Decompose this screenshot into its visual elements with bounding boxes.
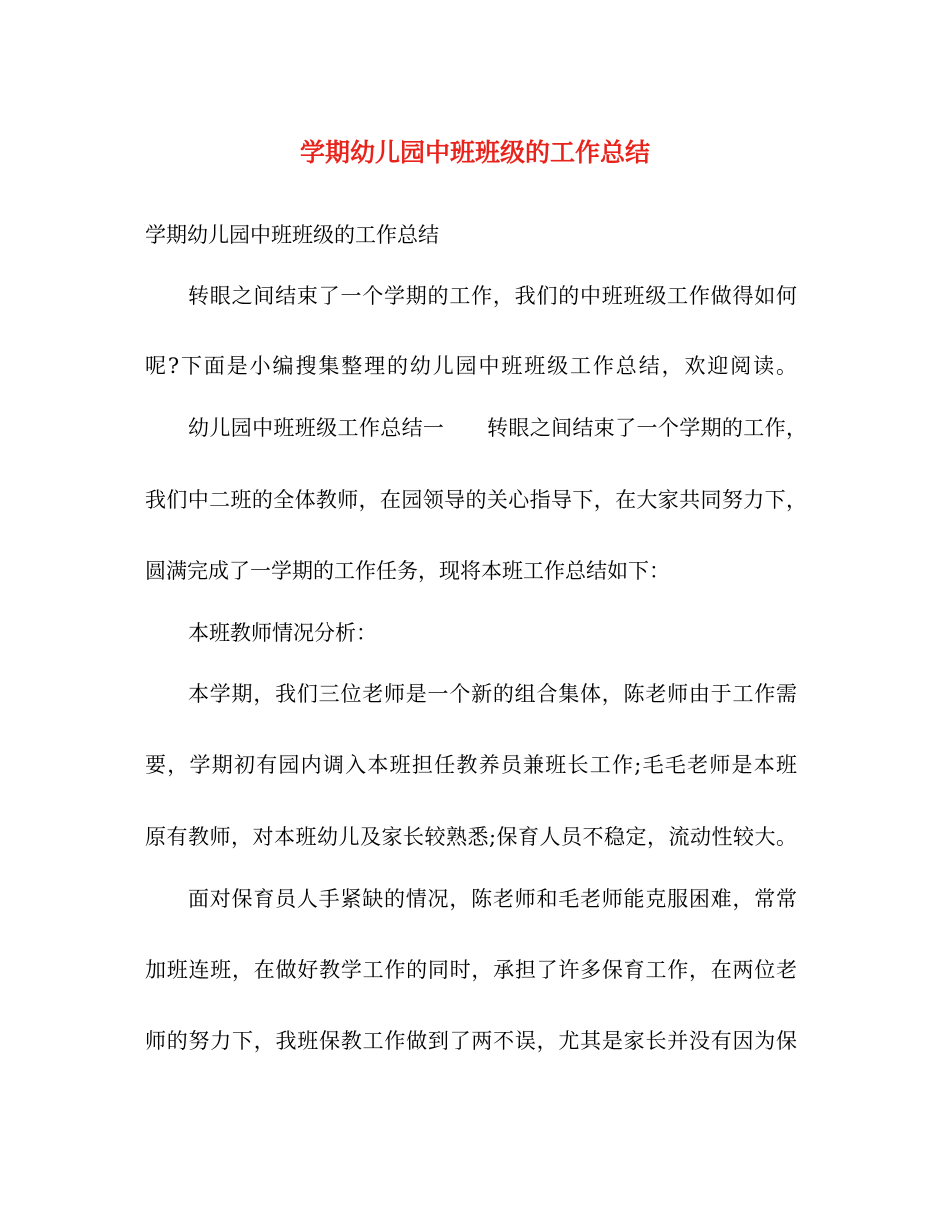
paragraph-line: 圆满完成了一学期的工作任务，现将本班工作总结如下： bbox=[145, 559, 670, 583]
paragraph-line: 呢?下面是小编搜集整理的幼儿园中班班级工作总结，欢迎阅读。 bbox=[145, 354, 797, 378]
paragraph-line: 面对保育员人手紧缺的情况，陈老师和毛老师能克服困难，常常 bbox=[188, 887, 797, 911]
document-title: 学期幼儿园中班班级的工作总结 bbox=[299, 138, 650, 167]
paragraph-line: 转眼之间结束了一个学期的工作，我们的中班班级工作做得如何 bbox=[188, 284, 797, 308]
paragraph-line: 加班连班，在做好教学工作的同时，承担了许多保育工作，在两位老 bbox=[145, 958, 797, 982]
paragraph-line: 师的努力下，我班保教工作做到了两不误，尤其是家长并没有因为保 bbox=[145, 1029, 797, 1053]
section-heading-line: 本班教师情况分析： bbox=[188, 621, 377, 645]
paragraph-line: 原有教师，对本班幼儿及家长较熟悉;保育人员不稳定，流动性较大。 bbox=[145, 825, 797, 849]
paragraph-line: 要，学期初有园内调入本班担任教养员兼班长工作;毛毛老师是本班 bbox=[145, 753, 797, 777]
subtitle-line: 学期幼儿园中班班级的工作总结 bbox=[145, 223, 439, 247]
paragraph-line: 我们中二班的全体教师，在园领导的关心指导下，在大家共同努力下， bbox=[145, 488, 807, 512]
paragraph-line: 幼儿园中班班级工作总结一 转眼之间结束了一个学期的工作， bbox=[188, 416, 807, 440]
paragraph-line: 本学期，我们三位老师是一个新的组合集体，陈老师由于工作需 bbox=[188, 682, 797, 706]
